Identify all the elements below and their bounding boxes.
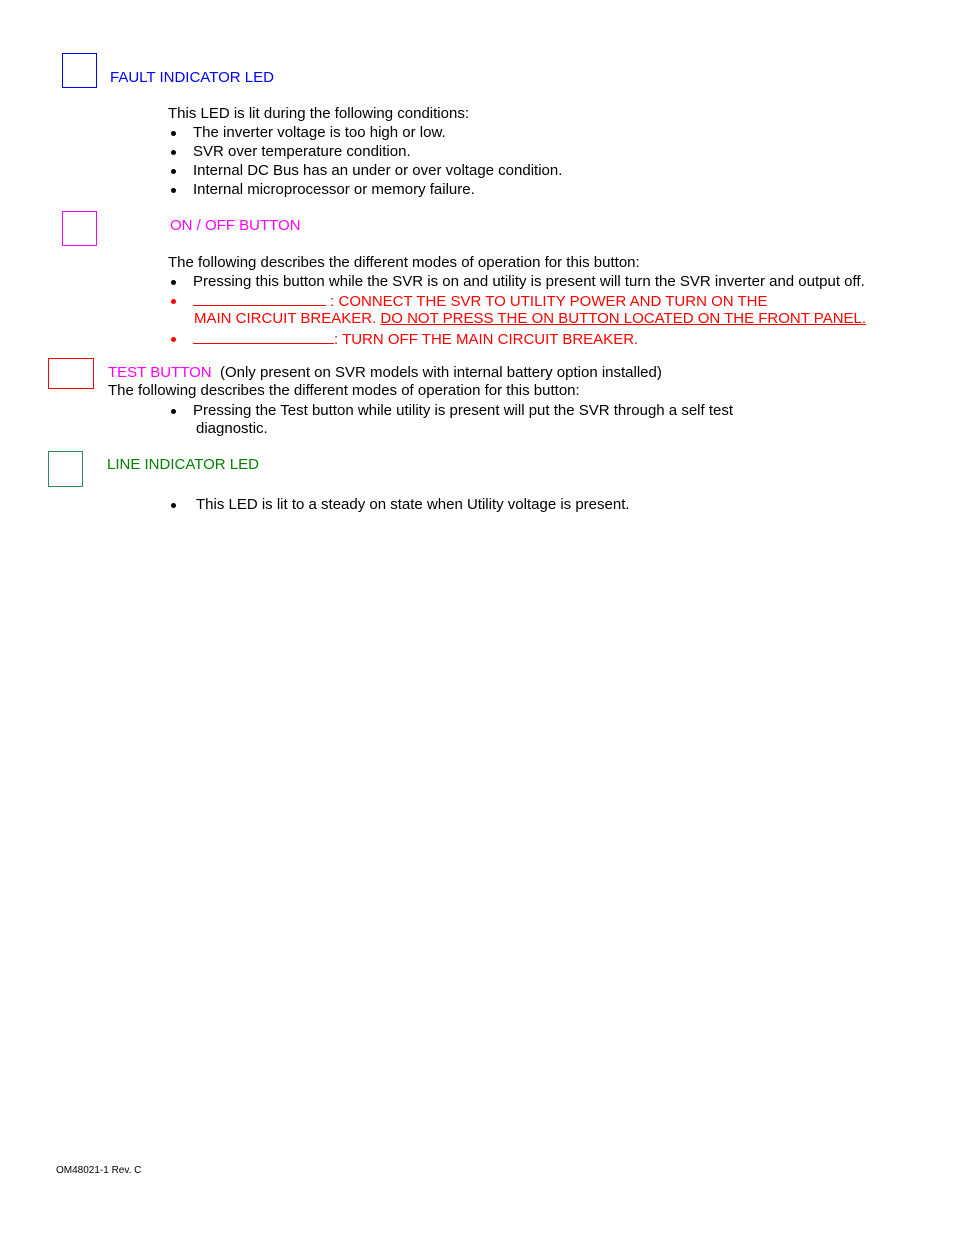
line-section-title: LINE INDICATOR LED	[107, 456, 259, 473]
bullet-icon	[171, 150, 176, 155]
fault-led-icon	[62, 53, 97, 88]
document-id: OM48021-1 Rev. C	[56, 1165, 142, 1176]
onoff-warning-item	[193, 291, 767, 311]
line-item: This LED is lit to a steady on state when Utility voltage is present.	[196, 496, 630, 513]
fault-item: The inverter voltage is too high or low.	[193, 124, 446, 141]
test-item-line2: diagnostic.	[196, 420, 268, 437]
onoff-warning-text: : CONNECT THE SVR TO UTILITY POWER AND TURN ON THE	[326, 293, 768, 310]
bullet-icon	[171, 299, 176, 304]
onoff-warning-text: : TURN OFF THE MAIN CIRCUIT BREAKER.	[334, 331, 639, 348]
test-title-label: TEST BUTTON	[108, 364, 212, 381]
onoff-button-icon	[62, 211, 97, 246]
fault-item: Internal microprocessor or memory failure.	[193, 181, 475, 198]
bullet-icon	[171, 337, 176, 342]
fault-intro: This LED is lit during the following conditions:	[168, 105, 469, 122]
fault-item: SVR over temperature condition.	[193, 143, 411, 160]
bullet-icon	[171, 131, 176, 136]
onoff-section-title: ON / OFF BUTTON	[170, 217, 301, 234]
fault-item: Internal DC Bus has an under or over voltage condition.	[193, 162, 563, 179]
bullet-icon	[171, 169, 176, 174]
blank-line	[193, 329, 334, 344]
test-intro: The following describes the different modes of operation for this button:	[108, 382, 580, 399]
fault-section-title: FAULT INDICATOR LED	[110, 69, 274, 86]
test-note: (Only present on SVR models with internal battery option installed)	[219, 364, 662, 381]
blank-line	[193, 291, 326, 306]
onoff-warning-item	[193, 329, 638, 349]
test-button-icon	[48, 358, 94, 389]
line-led-icon	[48, 451, 83, 487]
onoff-warning-item-line2	[194, 310, 866, 328]
onoff-intro: The following describes the different modes of operation for this button:	[168, 254, 640, 271]
bullet-icon	[171, 503, 176, 508]
bullet-icon	[171, 280, 176, 285]
onoff-warning-underlined: DO NOT PRESS THE ON BUTTON LOCATED ON THE FRONT PANEL.	[380, 310, 867, 327]
onoff-item: Pressing this button while the SVR is on and utility is present will turn the SVR inverter and output off.	[193, 273, 865, 290]
test-item: Pressing the Test button while utility is present will put the SVR through a self test	[193, 402, 733, 419]
onoff-warning-plain: MAIN CIRCUIT BREAKER.	[194, 310, 381, 327]
bullet-icon	[171, 188, 176, 193]
bullet-icon	[171, 409, 176, 414]
test-section-title	[108, 364, 662, 382]
